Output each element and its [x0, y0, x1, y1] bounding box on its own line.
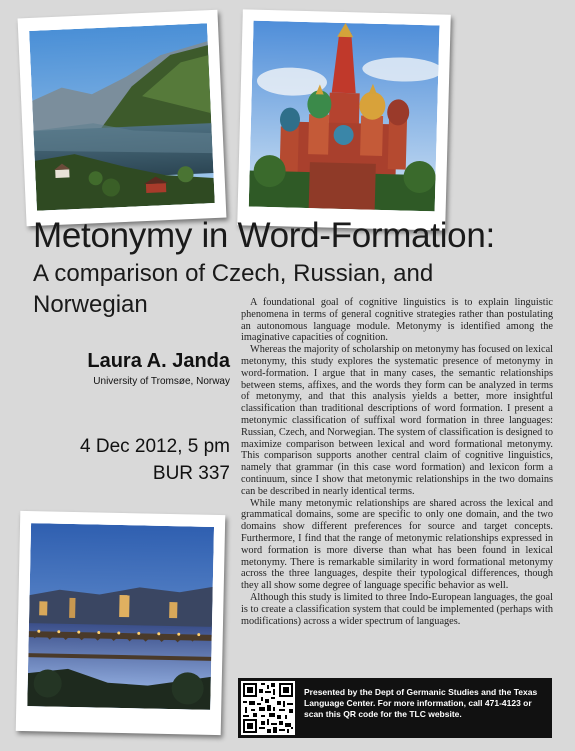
prague-photo-frame — [16, 511, 226, 735]
qr-code-icon[interactable] — [241, 681, 295, 735]
abstract-paragraph: Although this study is limited to three Indo-European languages, the goal is to create a classification system that could be implemented (perhaps with modifications) across a wider spectrum of languages. — [241, 591, 553, 627]
talk-subtitle: A comparison of Czech, Russian, and Norwegian — [33, 260, 434, 318]
abstract-paragraph: A foundational goal of cognitive linguistics is to explain linguistic phenomena in terms of general cognitive strategies rather than postulating an autonomous language module. Metonymy is identified among the imaginative capacities of cognition. — [241, 297, 553, 344]
footer-banner — [238, 678, 552, 738]
talk-title: Metonymy in Word-Formation: — [33, 216, 495, 255]
fjord-photo-frame — [18, 10, 227, 227]
abstract-paragraph: While many metonymic relationships are shared across the lexical and grammatical domains, some are specific to only one domain, and the two domains show different preferences for source and target concepts. Furthermore, I find that the range of metonymic relationships expressed in word formation is more diverse than what has been found in lexical metonymy. There is remarkable similarity in word formational metonymy across the three languages, despite their typological differences, though they all show some degree of language specific behavior as well. — [241, 497, 553, 592]
event-date: 4 Dec 2012, 5 pm — [80, 436, 230, 457]
speaker-name: Laura A. Janda — [87, 350, 230, 372]
cathedral-photo — [249, 21, 440, 212]
event-room: BUR 337 — [152, 463, 230, 484]
cathedral-photo-frame — [237, 9, 451, 230]
prague-photo — [27, 523, 214, 710]
footer-info-text: Presented by the Dept of Germanic Studies and the Texas Language Center. For more information, call 471-4123 or scan this QR code for the TLC website. — [304, 687, 538, 719]
speaker-affiliation: University of Tromsøe, Norway — [93, 376, 230, 387]
fjord-photo — [29, 23, 215, 211]
abstract-paragraph: Whereas the majority of scholarship on metonymy has focused on lexical metonymy, this study explores the systematic presence of metonymy in word-formation. I argue that in many cases, the semantic relationships between stems, affixes, and the words they form can be analyzed in terms of metonymy, and that this analysis yields a better, more insightful classification than traditional descriptions of word formation. I present a metonymic classification of suffixal word formation in three languages: Russian, Czech, and Norwegian. The system of classification is designed to maximize comparison between lexical and word formational metonymy. This comparison supports another central claim of cognitive linguistics, namely that grammar (in this case word formation) and lexicon form a continuum, since I show that metonymic relationships in the two domains can be described in nearly identical terms. — [241, 344, 553, 497]
abstract — [241, 297, 553, 627]
